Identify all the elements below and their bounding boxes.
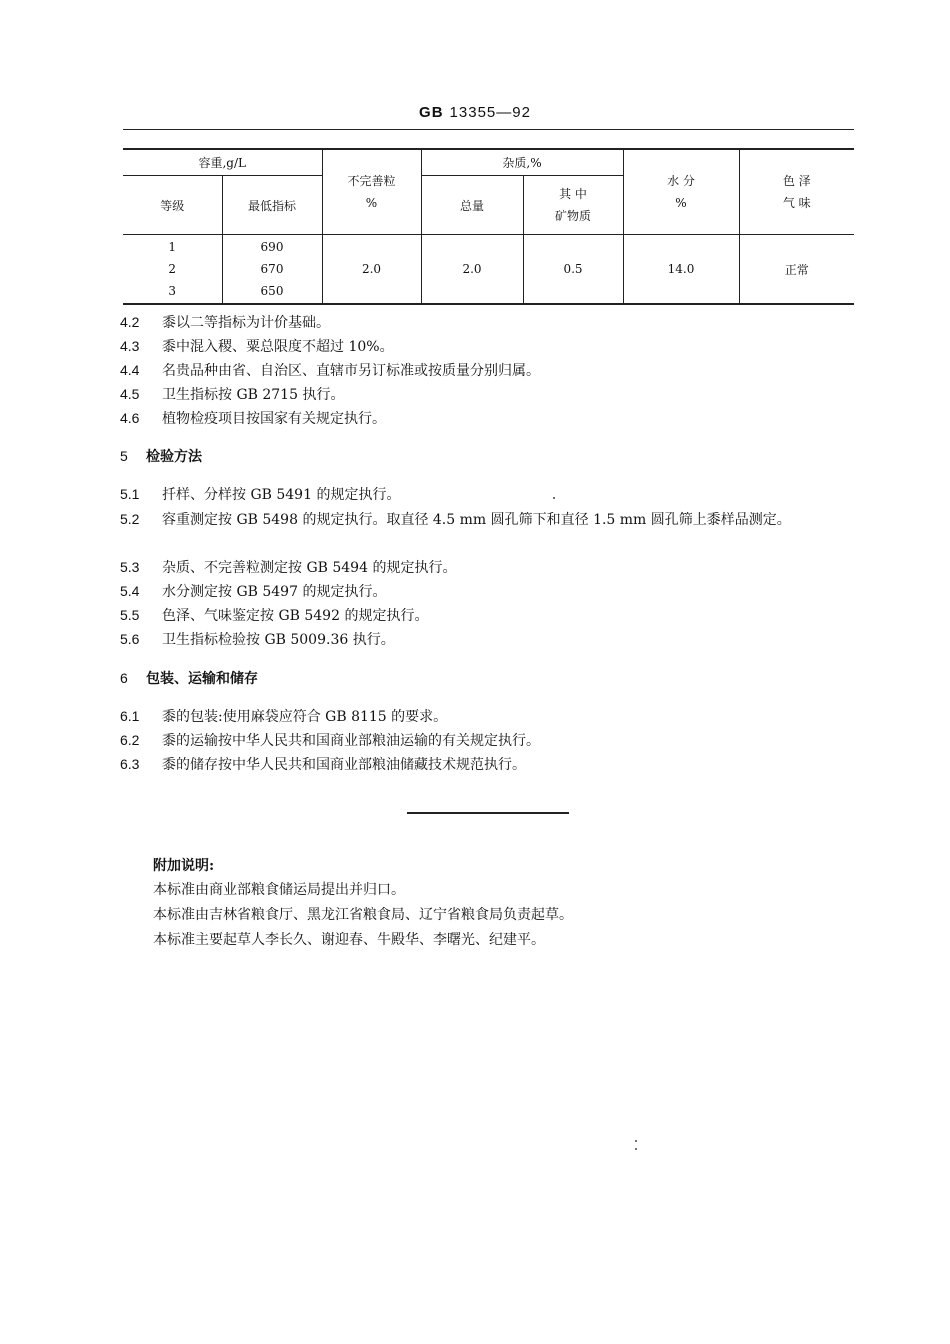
header-moisture (623, 149, 739, 235)
mineral-value: 0.5 (523, 235, 623, 305)
clause-number: 4.6 (120, 410, 140, 426)
clause-number: 5.2 (120, 511, 140, 527)
clause-4-3 (120, 335, 394, 358)
clause-text: 卫生指标检验按 GB 5009.36 执行。 (162, 632, 395, 648)
clause-number: 6.2 (120, 732, 140, 748)
header-total: 总量 (421, 176, 523, 235)
clause-5-5 (120, 604, 428, 627)
clause-number: 4.5 (120, 386, 140, 402)
scan-speck (553, 497, 555, 499)
clause-4-6 (120, 407, 386, 430)
min-value: 670 (260, 262, 284, 276)
imperfect-value: 2.0 (322, 235, 421, 305)
header-color: 色 泽 (782, 173, 811, 188)
min-value: 650 (260, 284, 284, 298)
total-value: 2.0 (421, 235, 523, 305)
section-number: 5 (120, 448, 128, 464)
header-moisture-label: 水 分 (667, 173, 695, 188)
header-color-odor (739, 149, 854, 235)
clause-number: 5.5 (120, 607, 140, 623)
clause-6-1 (120, 705, 447, 728)
clause-number: 5.3 (120, 559, 140, 575)
header-mineral-2: 矿物质 (554, 209, 591, 223)
header-rule (123, 129, 854, 130)
clause-4-5 (120, 383, 344, 406)
header-grade: 等级 (123, 176, 222, 235)
clause-number: 5.4 (120, 583, 140, 599)
clause-text: 水分测定按 GB 5497 的规定执行。 (162, 584, 387, 600)
clause-text: 植物检疫项目按国家有关规定执行。 (162, 411, 386, 427)
clause-6-2 (120, 729, 540, 752)
grade-cell (123, 235, 222, 305)
clause-text: 杂质、不完善粒测定按 GB 5494 的规定执行。 (162, 560, 457, 576)
clause-5-3 (120, 556, 456, 579)
header-imperfect-label: 不完善粒 (347, 173, 396, 188)
clause-5-6 (120, 628, 395, 651)
standard-code: 13355—92 (449, 104, 531, 121)
clause-5-2 (120, 508, 855, 531)
clause-4-2 (120, 311, 330, 334)
header-mineral-1: 其 中 (559, 187, 587, 201)
clause-6-3 (120, 753, 526, 776)
grade-value: 3 (168, 284, 177, 298)
clause-number: 4.4 (120, 362, 140, 378)
header-impurity: 杂质,% (421, 149, 623, 176)
color-value: 正常 (739, 235, 854, 305)
min-cell (222, 235, 322, 305)
standard-prefix: GB (419, 104, 444, 121)
header-odor: 气 味 (782, 195, 811, 210)
scan-speck (635, 1140, 637, 1142)
clause-4-4 (120, 359, 540, 382)
section-6-heading (120, 668, 258, 688)
notes-heading: 附加说明: (153, 858, 215, 874)
clause-text: 黍中混入稷、粟总限度不超过 10%。 (162, 339, 394, 355)
moisture-value: 14.0 (623, 235, 739, 305)
clause-number: 5.1 (120, 486, 140, 502)
clause-number: 4.3 (120, 338, 140, 354)
notes-line: 本标准由商业部粮食储运局提出并归口。 (153, 882, 405, 898)
scan-speck (635, 1148, 637, 1150)
section-number: 6 (120, 670, 128, 686)
header-imperfect-unit: % (365, 195, 378, 210)
clause-text: 色泽、气味鉴定按 GB 5492 的规定执行。 (162, 608, 429, 624)
header-moisture-unit: % (675, 195, 687, 210)
clause-text: 黍的包装:使用麻袋应符合 GB 8115 的要求。 (162, 709, 448, 725)
clause-5-1 (120, 483, 400, 506)
quality-spec-table (123, 149, 854, 305)
clause-number: 5.6 (120, 631, 140, 647)
clause-number: 6.1 (120, 708, 140, 724)
header-density: 容重,g/L (123, 149, 322, 176)
min-value: 690 (260, 240, 284, 254)
clause-number: 4.2 (120, 314, 140, 330)
clause-text: 扦样、分样按 GB 5491 的规定执行。 (162, 487, 401, 503)
end-divider (407, 812, 569, 814)
clause-text: 名贵品种由省、自治区、直辖市另订标准或按质量分别归属。 (162, 363, 540, 379)
page-header (0, 104, 950, 121)
grade-value: 2 (168, 262, 177, 276)
grade-value: 1 (168, 240, 177, 254)
clause-number: 6.3 (120, 756, 140, 772)
clause-text: 黍的运输按中华人民共和国商业部粮油运输的有关规定执行。 (162, 733, 540, 749)
clause-5-4 (120, 580, 386, 603)
section-title: 检验方法 (146, 449, 202, 465)
notes-line: 本标准主要起草人李长久、谢迎春、牛殿华、李曙光、纪建平。 (153, 932, 545, 948)
header-imperfect (322, 149, 421, 235)
notes-line: 本标准由吉林省粮食厅、黑龙江省粮食局、辽宁省粮食局负责起草。 (153, 907, 573, 923)
section-title: 包装、运输和储存 (146, 671, 258, 687)
section-5-heading (120, 446, 202, 466)
clause-text: 黍的储存按中华人民共和国商业部粮油储藏技术规范执行。 (162, 757, 526, 773)
clause-text: 黍以二等指标为计价基础。 (162, 315, 330, 331)
header-mineral (523, 176, 623, 235)
clause-text: 容重测定按 GB 5498 的规定执行。取直径 4.5 mm 圆孔筛下和直径 1.5 mm 圆孔筛上黍样品测定。 (162, 512, 791, 528)
header-min: 最低指标 (222, 176, 322, 235)
clause-text: 卫生指标按 GB 2715 执行。 (162, 387, 345, 403)
